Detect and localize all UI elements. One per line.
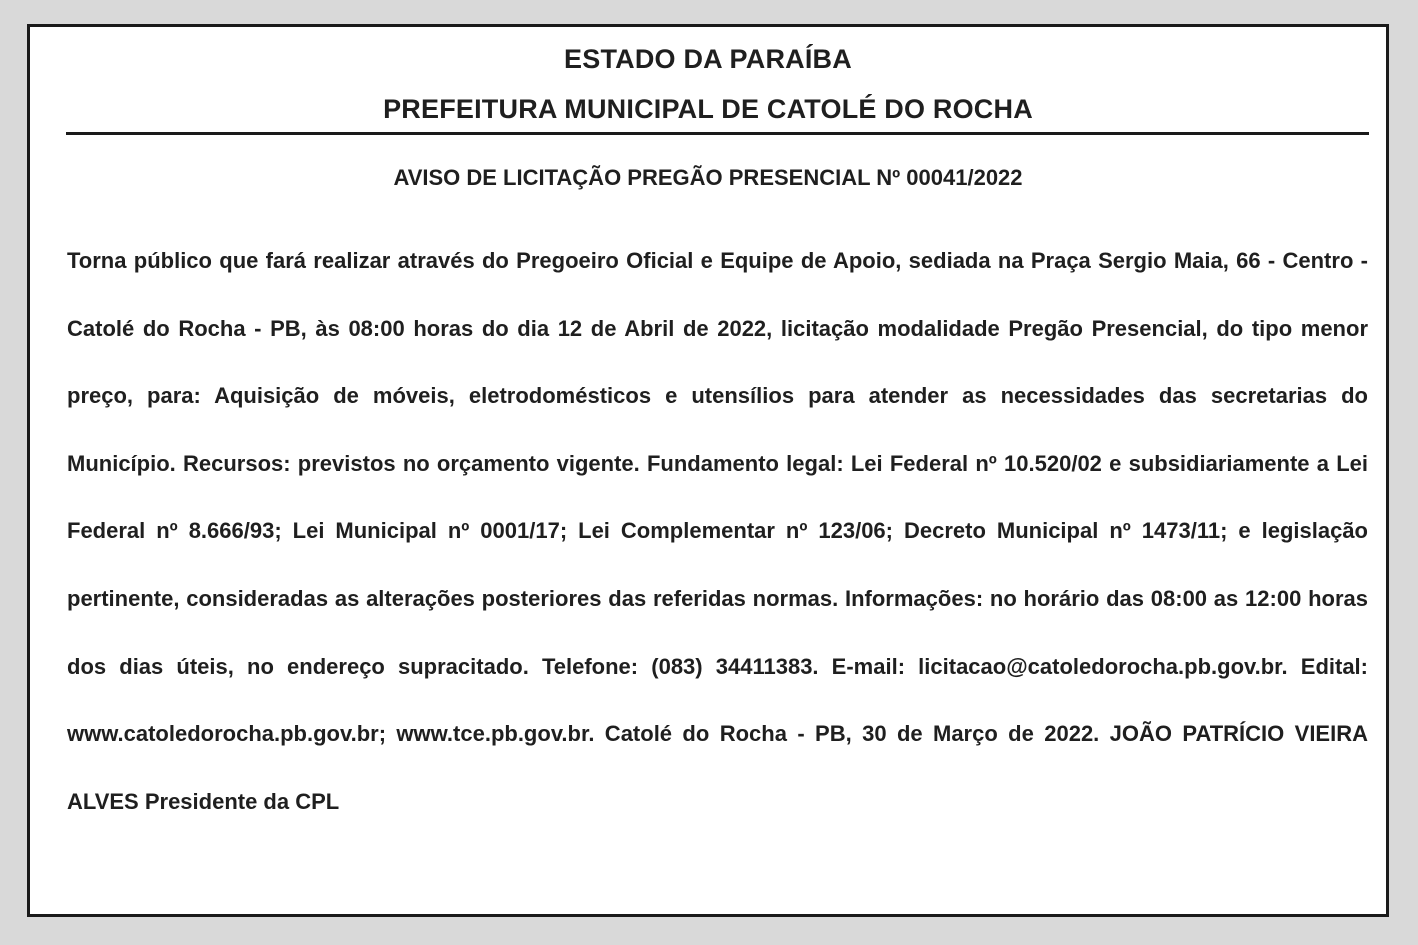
header-divider (66, 132, 1369, 135)
prefecture-heading: PREFEITURA MUNICIPAL DE CATOLÉ DO ROCHA (383, 94, 1033, 124)
state-heading: ESTADO DA PARAÍBA (564, 44, 852, 74)
notice-title: AVISO DE LICITAÇÃO PREGÃO PRESENCIAL Nº 00041/2022 (393, 165, 1023, 190)
notice-frame (27, 24, 1389, 917)
notice-body: Torna público que fará realizar através do Pregoeiro Oficial e Equipe de Apoio, sediada na Praça Sergio Maia, 66 - Centro - Catolé do Rocha - PB, às 08:00 horas do dia 12 de Abril de 2022, licitação modalidade Pregão Presencial, do tipo menor preço, para: Aquisição de móveis, eletrodomésticos e utensílios para atender as necessidades das secretarias do Município. Recursos: previstos no orçamento vigente. Fundamento legal: Lei Federal nº 10.520/02 e subsidiariamente a Lei Federal nº 8.666/93; Lei Municipal nº 0001/17; Lei Complementar nº 123/06; Decreto Municipal nº 1473/11; e legislação pertinente, consideradas as alterações posteriores das referidas normas. Informações: no horário das 08:00 as 12:00 horas dos dias úteis, no endereço supracitado. Telefone: (083) 34411383. E-mail: licitacao@catoledorocha.pb.gov.br. Edital: www.catoledorocha.pb.gov.br; www.tce.pb.gov.br. Catolé do Rocha - PB, 30 de Março de 2022. JOÃO PATRÍCIO VIEIRA ALVES Presidente da CPL (67, 248, 1368, 814)
